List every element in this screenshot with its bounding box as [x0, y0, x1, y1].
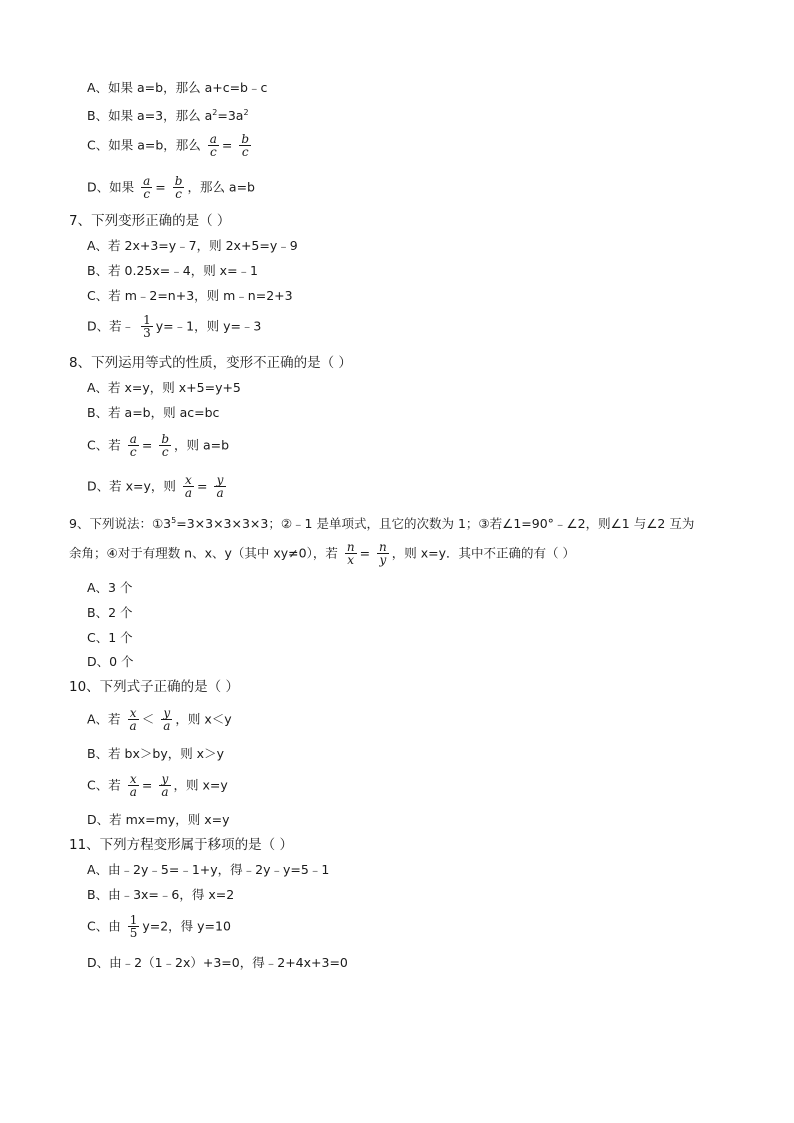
q10-c-post: ，则 x=y — [173, 777, 228, 793]
equals-sign: = — [141, 777, 153, 793]
q11-option-b: B、由﹣3x=﹣6，得 x=2 — [87, 887, 235, 902]
q9-exp: 5 — [171, 516, 177, 525]
q9-l2-pre: 余角；④对于有理数 n、x、y（其中 xy≠0），若 — [69, 545, 338, 561]
numerator: y — [161, 772, 169, 786]
numerator: b — [161, 432, 170, 446]
q11-option-a: A、由﹣2y﹣5=﹣1+y，得﹣2y﹣y=5﹣1 — [87, 862, 330, 877]
q6-option-c — [87, 133, 254, 158]
q7-d-post: y=﹣1，则 y=﹣3 — [155, 318, 262, 334]
denominator: c — [159, 445, 171, 458]
q10-c-pre: C、若 — [87, 777, 121, 793]
q7-option-c: C、若 m﹣2=n+3，则 m﹣n=2+3 — [87, 288, 293, 303]
fraction-b-over-c — [173, 175, 185, 200]
q9-option-d: D、0 个 — [87, 654, 134, 669]
fraction-x-over-a — [183, 474, 194, 499]
q6-b-pre: B、如果 a=3，那么 a — [87, 108, 213, 123]
q11-option-d: D、由﹣2（1﹣2x）+3=0，得﹣2+4x+3=0 — [87, 955, 348, 970]
q10-title: 10、下列式子正确的是（ ） — [69, 679, 239, 695]
q9-l1-a: 9、下列说法：①3 — [69, 516, 172, 531]
numerator: x — [185, 473, 192, 487]
denominator: a — [216, 486, 224, 500]
denominator: a — [129, 785, 137, 799]
numerator: n — [379, 540, 387, 554]
q6-d-pre: D、如果 — [87, 179, 135, 195]
q6-b-exp2: 2 — [243, 108, 249, 117]
numerator: b — [241, 132, 250, 146]
q6-d-post: ，那么 a=b — [187, 179, 255, 195]
q9-statement-line2 — [69, 541, 575, 566]
denominator: 5 — [129, 926, 138, 940]
q11-option-c — [87, 914, 231, 939]
fraction-x-over-a — [128, 773, 139, 798]
equals-sign: = — [155, 179, 166, 195]
numerator: 1 — [129, 913, 138, 927]
fraction-one-fifth — [128, 914, 140, 939]
q11-c-pre: C、由 — [87, 918, 121, 934]
fraction-y-over-a — [159, 773, 170, 798]
q10-a-post: ，则 x＜y — [175, 711, 232, 727]
numerator: n — [346, 540, 355, 554]
fraction-y-over-a — [161, 707, 172, 732]
denominator: c — [128, 445, 139, 458]
fraction-y-over-a — [214, 474, 225, 499]
numerator: a — [209, 132, 217, 146]
numerator: a — [143, 174, 151, 188]
denominator: a — [161, 785, 169, 799]
q6-option-a: A、如果 a=b，那么 a+c=b﹣c — [87, 80, 268, 95]
q10-option-d: D、若 mx=my，则 x=y — [87, 812, 230, 827]
denominator: a — [184, 486, 193, 500]
denominator: c — [173, 187, 185, 200]
denominator: y — [377, 553, 389, 566]
q11-c-post: y=2，得 y=10 — [142, 918, 231, 934]
q8-option-a: A、若 x=y，则 x+5=y+5 — [87, 380, 241, 395]
numerator: y — [163, 706, 171, 720]
fraction-a-over-c — [141, 175, 152, 200]
q8-title: 8、下列运用等式的性质，变形不正确的是（ ） — [69, 355, 352, 371]
fraction-a-over-c — [208, 133, 219, 158]
q8-option-b: B、若 a=b，则 ac=bc — [87, 405, 220, 420]
fraction-a-over-c — [128, 433, 139, 458]
q6-option-d — [87, 175, 255, 200]
q9-l1-b: =3×3×3×3×3；②﹣1 是单项式，且它的次数为 1；③若∠1=90°﹣∠2，则∠1 与∠2 互为 — [176, 516, 695, 531]
equals-sign: = — [141, 437, 153, 453]
numerator: x — [129, 706, 137, 720]
q11-title: 11、下列方程变形属于移项的是（ ） — [69, 837, 293, 853]
q10-a-pre: A、若 — [87, 711, 121, 727]
q6-b-mid: =3a — [217, 108, 244, 123]
equals-sign: = — [197, 478, 208, 494]
q8-c-post: ，则 a=b — [174, 437, 230, 453]
q6-c-pre: C、如果 a=b，那么 — [87, 137, 201, 153]
fraction-n-over-x — [345, 541, 357, 566]
fraction-one-third — [141, 314, 153, 339]
q10-option-b: B、若 bx＞by，则 x＞y — [87, 746, 224, 761]
denominator: x — [345, 553, 357, 566]
denominator: a — [129, 719, 137, 733]
q7-title: 7、下列变形正确的是（ ） — [69, 213, 231, 229]
q7-d-pre: D、若﹣ — [87, 318, 135, 334]
q8-c-pre: C、若 — [87, 437, 121, 453]
q8-d-pre: D、若 x=y，则 — [87, 478, 176, 494]
q6-option-b — [87, 105, 249, 124]
denominator: 3 — [143, 326, 151, 340]
q7-option-d — [87, 314, 261, 339]
fraction-n-over-y — [377, 541, 389, 566]
numerator: b — [174, 174, 183, 188]
numerator: a — [129, 432, 137, 446]
equals-sign: = — [359, 545, 371, 561]
q7-option-a: A、若 2x+3=y﹣7，则 2x+5=y﹣9 — [87, 238, 298, 253]
fraction-b-over-c — [159, 433, 171, 458]
numerator: x — [129, 772, 137, 786]
q9-option-a: A、3 个 — [87, 580, 133, 595]
q9-statement-line1 — [69, 513, 694, 532]
q9-option-b: B、2 个 — [87, 605, 133, 620]
q7-option-b: B、若 0.25x=﹣4，则 x=﹣1 — [87, 263, 259, 278]
q10-option-a — [87, 707, 232, 732]
denominator: a — [163, 719, 171, 733]
denominator: c — [208, 145, 219, 158]
denominator: c — [141, 187, 152, 200]
q8-option-d — [87, 474, 229, 499]
q9-option-c: C、1 个 — [87, 630, 133, 645]
q10-option-c — [87, 773, 228, 798]
q8-option-c — [87, 433, 229, 458]
equals-sign: = — [221, 137, 233, 153]
numerator: y — [216, 473, 224, 487]
fraction-b-over-c — [239, 133, 251, 158]
numerator: 1 — [143, 313, 151, 327]
less-than-sign: ＜ — [141, 711, 155, 727]
q6-b-exp1: 2 — [212, 108, 218, 117]
fraction-x-over-a — [128, 707, 139, 732]
denominator: c — [239, 145, 251, 158]
q9-l2-post: ，则 x=y．其中不正确的有（ ） — [391, 545, 575, 561]
